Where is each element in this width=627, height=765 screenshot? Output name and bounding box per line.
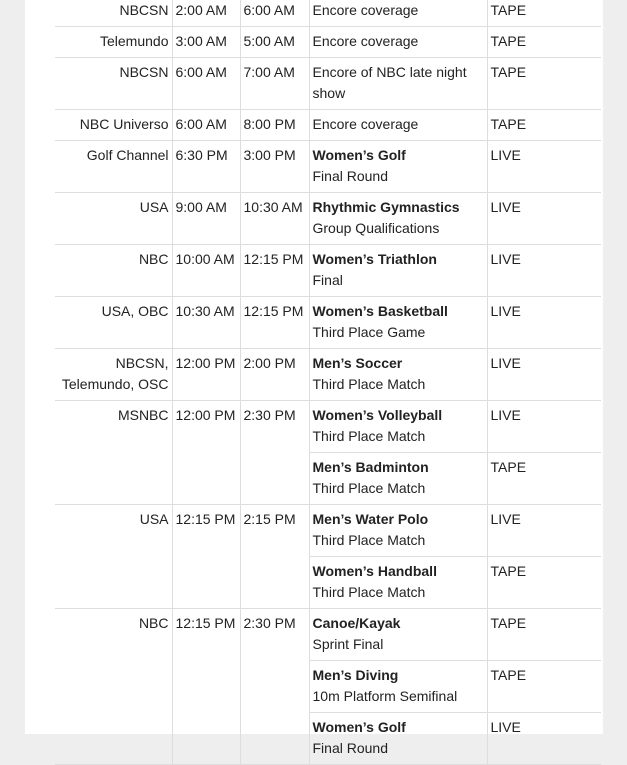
event-description: Encore coverage xyxy=(312,2,419,18)
event-description: Encore of NBC late night show xyxy=(312,64,467,101)
start-time-cell: 9:00 AM xyxy=(172,193,240,245)
end-time-cell: 2:30 PM xyxy=(240,401,309,505)
event-description: Third Place Match xyxy=(312,428,426,444)
event-cell xyxy=(309,0,487,27)
end-time-cell: 2:30 PM xyxy=(240,609,309,765)
event-description: Third Place Match xyxy=(312,376,426,392)
schedule-row xyxy=(55,193,601,245)
network-cell: Golf Channel xyxy=(55,141,172,193)
schedule-row xyxy=(55,609,601,661)
event-name: Men’s Water Polo xyxy=(312,511,429,527)
schedule-row xyxy=(55,401,601,453)
event-description: Final xyxy=(312,272,343,288)
broadcast-status-cell: LIVE xyxy=(487,245,601,297)
schedule-row xyxy=(55,245,601,297)
event-description: Third Place Match xyxy=(312,584,426,600)
broadcast-status-cell: LIVE xyxy=(487,401,601,453)
end-time-cell: 12:15 PM xyxy=(240,297,309,349)
start-time-cell: 3:00 AM xyxy=(172,27,240,58)
end-time-cell: 2:00 PM xyxy=(240,349,309,401)
event-description: Third Place Match xyxy=(312,480,426,496)
broadcast-status-cell: LIVE xyxy=(487,505,601,557)
event-description: 10m Platform Semifinal xyxy=(312,688,458,704)
event-cell xyxy=(309,349,487,401)
event-name: Women’s Triathlon xyxy=(312,251,437,267)
network-cell: NBC Universo xyxy=(55,110,172,141)
start-time-cell: 12:15 PM xyxy=(172,505,240,609)
end-time-cell: 3:00 PM xyxy=(240,141,309,193)
event-cell xyxy=(309,110,487,141)
end-time-cell: 5:00 AM xyxy=(240,27,309,58)
schedule-row xyxy=(55,110,601,141)
schedule-body xyxy=(55,0,601,765)
event-description: Third Place Game xyxy=(312,324,426,340)
event-cell xyxy=(309,297,487,349)
event-description: Final Round xyxy=(312,740,388,756)
broadcast-status-cell: LIVE xyxy=(487,713,601,765)
event-description: Encore coverage xyxy=(312,116,419,132)
start-time-cell: 6:00 AM xyxy=(172,110,240,141)
event-cell xyxy=(309,27,487,58)
schedule-row xyxy=(55,0,601,27)
event-description: Final Round xyxy=(312,168,388,184)
network-cell: Telemundo xyxy=(55,27,172,58)
broadcast-status-cell: LIVE xyxy=(487,297,601,349)
end-time-cell: 8:00 PM xyxy=(240,110,309,141)
schedule-row xyxy=(55,505,601,557)
page-sheet xyxy=(25,0,603,756)
start-time-cell: 2:00 AM xyxy=(172,0,240,27)
network-cell: NBC xyxy=(55,609,172,765)
network-cell: USA xyxy=(55,505,172,609)
end-time-cell: 6:00 AM xyxy=(240,0,309,27)
event-cell xyxy=(309,401,487,453)
event-name: Women’s Handball xyxy=(312,563,437,579)
broadcast-status-cell: TAPE xyxy=(487,27,601,58)
start-time-cell: 12:00 PM xyxy=(172,401,240,505)
broadcast-status-cell: LIVE xyxy=(487,193,601,245)
schedule-row xyxy=(55,27,601,58)
event-description: Third Place Match xyxy=(312,532,426,548)
event-name: Rhythmic Gymnastics xyxy=(312,199,460,215)
network-cell: NBCSN xyxy=(55,0,172,27)
broadcast-status-cell: TAPE xyxy=(487,661,601,713)
network-cell: USA xyxy=(55,193,172,245)
broadcast-status-cell: TAPE xyxy=(487,0,601,27)
start-time-cell: 12:00 PM xyxy=(172,349,240,401)
schedule-row xyxy=(55,349,601,401)
event-name: Women’s Basketball xyxy=(312,303,448,319)
start-time-cell: 10:00 AM xyxy=(172,245,240,297)
event-cell xyxy=(309,58,487,110)
network-cell: NBCSN, Telemundo, OSC xyxy=(55,349,172,401)
broadcast-status-cell: TAPE xyxy=(487,453,601,505)
event-description: Encore coverage xyxy=(312,33,419,49)
event-cell xyxy=(309,141,487,193)
broadcast-status-cell: LIVE xyxy=(487,141,601,193)
start-time-cell: 10:30 AM xyxy=(172,297,240,349)
event-name: Men’s Diving xyxy=(312,667,399,683)
network-cell: NBC xyxy=(55,245,172,297)
network-cell: MSNBC xyxy=(55,401,172,505)
start-time-cell: 6:00 AM xyxy=(172,58,240,110)
schedule-row xyxy=(55,58,601,110)
schedule-row xyxy=(55,297,601,349)
event-cell xyxy=(309,245,487,297)
end-time-cell: 2:15 PM xyxy=(240,505,309,609)
end-time-cell: 12:15 PM xyxy=(240,245,309,297)
event-cell xyxy=(309,609,487,661)
schedule-row xyxy=(55,141,601,193)
broadcast-schedule-table xyxy=(55,0,601,765)
event-name: Men’s Badminton xyxy=(312,459,429,475)
start-time-cell: 12:15 PM xyxy=(172,609,240,765)
end-time-cell: 7:00 AM xyxy=(240,58,309,110)
broadcast-status-cell: TAPE xyxy=(487,609,601,661)
broadcast-status-cell: TAPE xyxy=(487,58,601,110)
event-cell xyxy=(309,661,487,713)
network-cell: NBCSN xyxy=(55,58,172,110)
event-description: Group Qualifications xyxy=(312,220,440,236)
broadcast-status-cell: LIVE xyxy=(487,349,601,401)
start-time-cell: 6:30 PM xyxy=(172,141,240,193)
event-cell xyxy=(309,193,487,245)
event-cell xyxy=(309,453,487,505)
event-description: Sprint Final xyxy=(312,636,384,652)
broadcast-status-cell: TAPE xyxy=(487,557,601,609)
event-cell xyxy=(309,557,487,609)
event-cell xyxy=(309,505,487,557)
broadcast-status-cell: TAPE xyxy=(487,110,601,141)
event-name: Women’s Golf xyxy=(312,719,406,735)
event-name: Canoe/Kayak xyxy=(312,615,401,631)
event-name: Women’s Golf xyxy=(312,147,406,163)
end-time-cell: 10:30 AM xyxy=(240,193,309,245)
event-name: Men’s Soccer xyxy=(312,355,403,371)
event-name: Women’s Volleyball xyxy=(312,407,443,423)
network-cell: USA, OBC xyxy=(55,297,172,349)
event-cell xyxy=(309,713,487,765)
